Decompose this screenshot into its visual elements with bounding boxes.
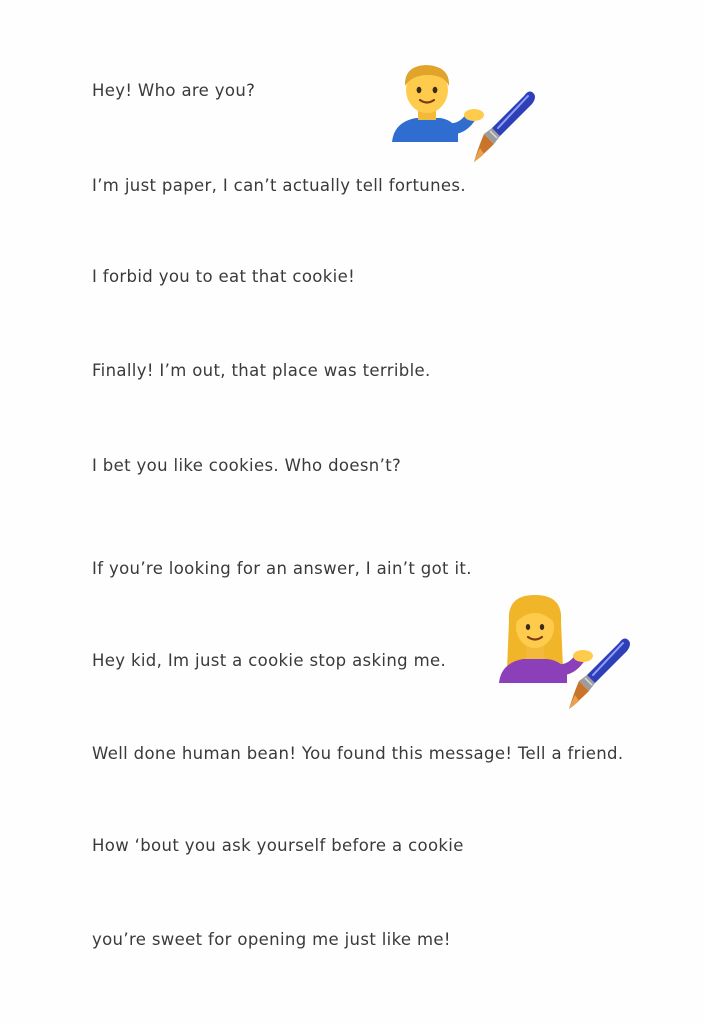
emoji-group-man bbox=[388, 58, 548, 166]
message-line-1: Hey! Who are you? bbox=[92, 81, 256, 100]
message-line-3: I forbid you to eat that cookie! bbox=[92, 267, 356, 286]
message-line-2: I’m just paper, I can’t actually tell fortunes. bbox=[92, 176, 466, 195]
message-line-8: Well done human bean! You found this message! Tell a friend. bbox=[92, 744, 624, 763]
message-line-6: If you’re looking for an answer, I ain’t got it. bbox=[92, 559, 472, 578]
message-line-7: Hey kid, Im just a cookie stop asking me. bbox=[92, 651, 447, 670]
paintbrush-icon bbox=[565, 635, 635, 713]
message-line-9: How ‘bout you ask yourself before a cookie bbox=[92, 836, 464, 855]
message-line-10: you’re sweet for opening me just like me! bbox=[92, 930, 451, 949]
message-line-5: I bet you like cookies. Who doesn’t? bbox=[92, 456, 402, 475]
emoji-group-woman bbox=[495, 591, 655, 691]
paintbrush-icon bbox=[470, 88, 540, 166]
message-line-4: Finally! I’m out, that place was terrible. bbox=[92, 361, 431, 380]
